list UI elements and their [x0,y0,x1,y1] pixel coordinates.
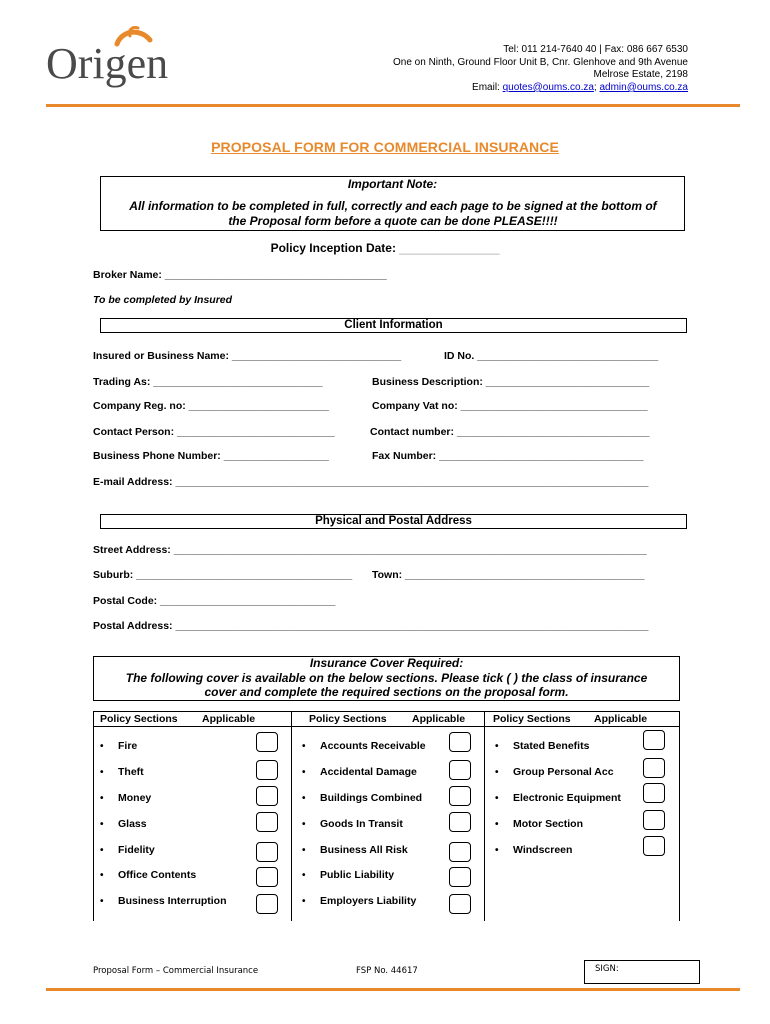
item-label: Group Personal Acc [513,766,614,778]
company-vat-field[interactable]: Company Vat no: ________________________________ [372,400,648,412]
checkbox-business-all-risk[interactable] [449,842,471,862]
inception-label: Policy Inception Date: [270,241,400,255]
item-label: Money [118,792,152,804]
footer-form-name: Proposal Form – Commercial Insurance [93,966,259,976]
section-item-accidental-damage: • Accidental Damage [302,766,417,778]
section-item-fidelity: • Fidelity [100,844,155,856]
item-label: Business Interruption [118,895,227,907]
email-label: Email: [472,81,503,93]
contact-phone: Tel: 011 214-7640 40 | Fax: 086 667 6530 [503,44,688,55]
checkbox-money[interactable] [256,786,278,806]
postal-code-field[interactable]: Postal Code: ______________________________ [93,595,336,607]
important-note-body [104,199,682,228]
checkbox-stated-benefits[interactable] [643,730,665,750]
table-border-left [93,711,94,921]
col3-header-applicable: Applicable [594,713,648,725]
table-divider-1 [291,711,292,921]
street-address-field[interactable]: Street Address: _________________________________________________________________________________ [93,544,647,556]
table-border-right [679,711,680,921]
section-item-office-contents: • Office Contents [100,869,197,881]
company-reg-field[interactable]: Company Reg. no: ________________________ [93,400,329,412]
col1-header-applicable: Applicable [202,713,256,725]
item-label: Theft [118,766,144,778]
item-label: Electronic Equipment [513,792,621,804]
section-item-business-interruption: • Business Interruption [100,895,227,907]
item-label: Glass [118,818,147,830]
page-title: PROPOSAL FORM FOR COMMERCIAL INSURANCE [211,139,559,155]
broker-name-field[interactable]: Broker Name: ______________________________________ [93,269,387,281]
section-item-windscreen: • Windscreen [495,844,573,856]
policy-inception-date[interactable] [0,241,770,255]
item-label: Office Contents [118,869,197,881]
item-label: Windscreen [513,844,573,856]
cover-heading: Insurance Cover Required: [309,656,464,670]
section-item-goods-in-transit: • Goods In Transit [302,818,403,830]
item-label: Public Liability [320,869,395,881]
footer-fsp-number: FSP No. 44617 [356,966,418,976]
footer-divider [46,988,740,991]
table-header-divider [93,726,680,727]
section-item-buildings-combined: • Buildings Combined [302,792,423,804]
business-phone-field[interactable]: Business Phone Number: __________________ [93,450,329,462]
postal-address-field[interactable]: Postal Address: _________________________________________________________________________________ [93,620,649,632]
item-label: Fidelity [118,844,155,856]
section-item-business-all-risk: • Business All Risk [302,844,408,856]
contact-number-field[interactable]: Contact number: _________________________________ [370,426,650,438]
checkbox-windscreen[interactable] [643,836,665,856]
header-divider [46,104,740,107]
section-item-accounts-receivable: • Accounts Receivable [302,740,426,752]
checkbox-buildings-combined[interactable] [449,786,471,806]
checkbox-theft[interactable] [256,760,278,780]
important-note-line-1: All information to be completed in full, correctly and each page to be signed at the bottom of [129,199,657,213]
cover-instruction-2: cover and complete the required sections on the proposal form. [204,685,569,699]
item-label: Motor Section [513,818,583,830]
checkbox-business-interruption[interactable] [256,894,278,914]
email-separator: ; [593,81,600,93]
inception-date-field[interactable]: _______________ [399,241,500,255]
insured-name-field[interactable]: Insured or Business Name: _____________________________ [93,350,402,362]
business-description-field[interactable]: Business Description: ____________________________ [372,376,650,388]
section-item-fire: • Fire [100,740,138,752]
contact-block [393,44,688,94]
section-item-money: • Money [100,792,152,804]
email-link-quotes[interactable]: quotes@oums.co.za [502,81,594,93]
section-item-employers-liability: • Employers Liability [302,895,417,907]
table-divider-2 [484,711,485,921]
section-item-public-liability: • Public Liability [302,869,395,881]
section-item-glass: • Glass [100,818,147,830]
checkbox-electronic-equipment[interactable] [643,783,665,803]
col1-header-sections: Policy Sections [100,713,178,725]
checkbox-fidelity[interactable] [256,842,278,862]
checkbox-group-personal-acc[interactable] [643,758,665,778]
important-note-heading: Important Note: [347,177,438,191]
item-label: Goods In Transit [320,818,403,830]
checkbox-accounts-receivable[interactable] [449,732,471,752]
section-item-theft: • Theft [100,766,144,778]
col2-header-sections: Policy Sections [309,713,387,725]
col3-header-sections: Policy Sections [493,713,571,725]
col2-header-applicable: Applicable [412,713,466,725]
checkbox-motor-section[interactable] [643,810,665,830]
contact-address-1: One on Ninth, Ground Floor Unit B, Cnr. Glenhove and 9th Avenue [393,56,688,68]
item-label: Fire [118,740,138,752]
suburb-field[interactable]: Suburb: _____________________________________ [93,569,353,581]
section-item-group-personal-acc: • Group Personal Acc [495,766,614,778]
id-number-field[interactable]: ID No. _______________________________ [444,350,659,362]
checkbox-fire[interactable] [256,732,278,752]
item-label: Stated Benefits [513,740,590,752]
checkbox-employers-liability[interactable] [449,894,471,914]
contact-email [393,82,688,95]
item-label: Business All Risk [320,844,408,856]
origen-logo [44,26,214,98]
signature-box[interactable] [584,960,700,984]
item-label: Employers Liability [320,895,417,907]
cover-instruction-1: The following cover is available on the below sections. Please tick ( ) the class of insurance [125,670,648,685]
client-information-heading: Client Information [100,318,687,333]
item-label: Accounts Receivable [320,740,426,752]
trading-as-field[interactable]: Trading As: _____________________________ [93,376,323,388]
table-top-border [93,711,680,712]
fax-number-field[interactable]: Fax Number: ___________________________________ [372,450,644,462]
contact-person-field[interactable]: Contact Person: ___________________________ [93,426,335,438]
logo-text: Origen [46,39,169,88]
address-section-heading: Physical and Postal Address [100,514,687,529]
item-label: Buildings Combined [320,792,423,804]
sign-label: SIGN: [595,964,619,974]
section-item-stated-benefits: • Stated Benefits [495,740,590,752]
checkbox-accidental-damage[interactable] [449,760,471,780]
contact-address-2: Melrose Estate, 2198 [593,69,688,81]
important-note-line-2: the Proposal form before a quote can be done PLEASE!!!! [228,213,558,228]
email-address-field[interactable]: E-mail Address: _________________________________________________________________________________ [93,476,649,488]
town-field[interactable]: Town: _________________________________________ [372,569,645,581]
checkbox-office-contents[interactable] [256,867,278,887]
item-label: Accidental Damage [320,766,417,778]
section-item-electronic-equipment: • Electronic Equipment [495,792,621,804]
checkbox-glass[interactable] [256,812,278,832]
checkbox-goods-in-transit[interactable] [449,812,471,832]
cover-required-text [93,656,680,700]
checkbox-public-liability[interactable] [449,867,471,887]
completed-by-insured-label: To be completed by Insured [93,294,233,306]
email-link-admin[interactable]: admin@oums.co.za [599,81,688,93]
section-item-motor-section: • Motor Section [495,818,583,830]
